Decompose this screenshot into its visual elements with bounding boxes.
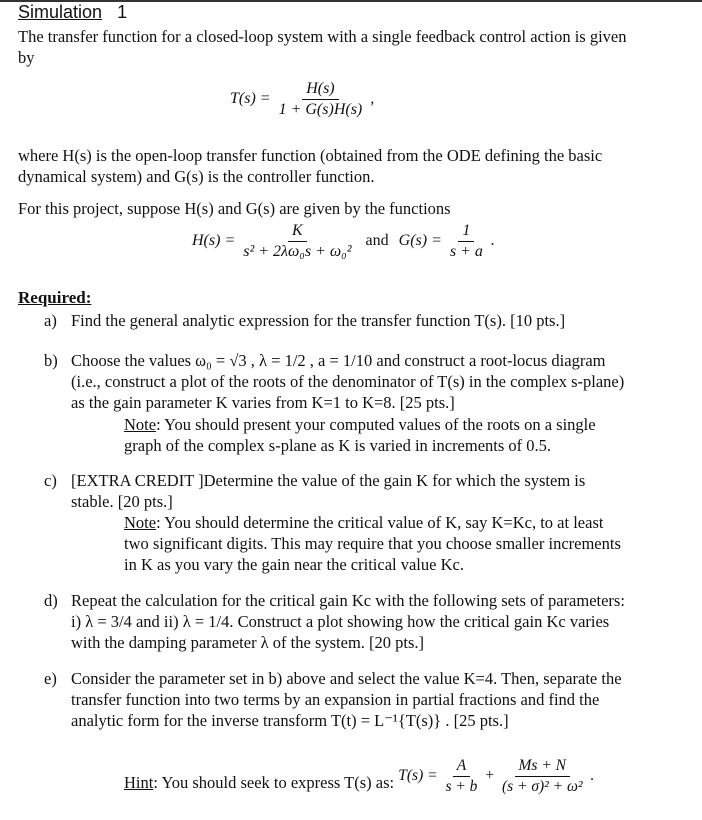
item-b-note-line-2: graph of the complex s-plane as K is varied in increments of 0.5. xyxy=(124,436,552,455)
item-b-label: b) xyxy=(44,351,58,370)
item-d-label: d) xyxy=(44,591,58,610)
intro-line-1: The transfer function for a closed-loop system with a single feedback control action is given xyxy=(18,27,627,46)
where-line-1: where H(s) is the open-loop transfer function (obtained from the ODE defining the basic xyxy=(18,146,603,165)
eq1-fraction xyxy=(275,80,367,119)
eq2-g-lhs: G(s) = xyxy=(398,232,442,250)
item-b-note-label: Note xyxy=(124,415,157,434)
item-e-label: e) xyxy=(44,669,57,688)
where-paragraph xyxy=(18,145,686,187)
hint-trail: . xyxy=(590,767,595,785)
item-a-label: a) xyxy=(44,311,57,330)
item-c-label: c) xyxy=(44,471,57,490)
item-c-note xyxy=(124,512,684,575)
intro-line-2: by xyxy=(18,48,35,67)
item-d-line-2: i) λ = 3/4 and ii) λ = 1/4. Construct a plot showing how the critical gain Kc varies xyxy=(71,612,610,631)
eq2-g-numerator: 1 xyxy=(458,222,474,242)
heading-number: 1 xyxy=(117,2,128,22)
item-e-line-3: analytic form for the inverse transform T(t) = L⁻¹{T(s)} . [25 pts.] xyxy=(71,711,509,730)
hint-plus: + xyxy=(485,767,495,785)
eq1-lhs: T(s) = xyxy=(230,90,271,108)
eq1-trail: , xyxy=(370,90,375,108)
hint-f1-denominator: s + b xyxy=(445,778,478,795)
hint-lhs: T(s) = xyxy=(398,767,438,785)
eq2-g-fraction xyxy=(446,222,487,261)
item-e-line-1: Consider the parameter set in b) above and select the value K=4. Then, separate the xyxy=(71,669,622,688)
project-text: For this project, suppose H(s) and G(s) are given by the functions xyxy=(18,199,451,218)
hint-row xyxy=(124,757,594,796)
item-c-note-line-2: two significant digits. This may require that you choose smaller increments xyxy=(124,534,621,553)
hint-equation xyxy=(398,757,595,795)
intro-paragraph xyxy=(18,26,686,68)
eq2-h-lhs: H(s) = xyxy=(192,232,236,250)
hint-text: : You should seek to express T(s) as: xyxy=(153,773,395,793)
hint-fraction-1 xyxy=(441,757,481,796)
hint-f2-denominator: (s + σ)² + ω² xyxy=(501,778,583,795)
equation-t xyxy=(230,80,374,119)
required-heading: Required: xyxy=(18,288,92,307)
item-c-note-label: Note xyxy=(124,513,157,532)
item-c-line-2: stable. [20 pts.] xyxy=(71,492,173,511)
eq2-trail: . xyxy=(490,232,495,250)
item-a-line-1: Find the general analytic expression for the transfer function T(s). [10 pts.] xyxy=(71,311,566,330)
item-b-line-2: (i.e., construct a plot of the roots of the denominator of T(s) in the complex s-plane) xyxy=(71,372,625,391)
eq2-h-numerator: K xyxy=(288,222,307,242)
item-d-line-1: Repeat the calculation for the critical gain Kc with the following sets of parameters: xyxy=(71,591,625,610)
hint-fraction-2 xyxy=(498,757,587,796)
eq2-h-fraction xyxy=(239,222,355,261)
eq2-and: and xyxy=(365,232,389,250)
item-b-note xyxy=(124,414,684,456)
where-line-2: dynamical system) and G(s) is the controller function. xyxy=(18,167,375,186)
item-b-line-1: Choose the values ω₀ = √3 , λ = 1/2 , a = 1/10 and construct a root-locus diagram xyxy=(71,351,606,370)
item-e-line-2: transfer function into two terms by an expansion in partial fractions and find the xyxy=(71,690,600,709)
hint-label: Hint xyxy=(124,773,154,793)
hint-f1-numerator: A xyxy=(453,757,470,777)
item-b-line-3: as the gain parameter K varies from K=1 to K=8. [25 pts.] xyxy=(71,393,455,412)
eq1-numerator: H(s) xyxy=(302,80,338,100)
item-c-note-line-1: : You should determine the critical value of K, say K=Kc, to at least xyxy=(156,513,604,532)
item-c-note-line-3: in K as you vary the gain near the critical value Kc. xyxy=(124,555,464,574)
item-d-line-3: with the damping parameter λ of the system. [20 pts.] xyxy=(71,633,425,652)
equation-h-g xyxy=(192,222,495,261)
eq1-denominator: 1 + G(s)H(s) xyxy=(278,101,363,118)
eq2-h-denominator: s² + 2λω₀s + ω₀² xyxy=(243,243,352,260)
section-heading xyxy=(18,2,127,23)
item-b-note-line-1: : You should present your computed values of the roots on a single xyxy=(156,415,596,434)
eq2-g-denominator: s + a xyxy=(449,243,483,260)
heading-title: Simulation xyxy=(18,2,103,22)
hint-f2-numerator: Ms + N xyxy=(515,757,571,777)
item-c-line-1: [EXTRA CREDIT ]Determine the value of the gain K for which the system is xyxy=(71,471,586,490)
